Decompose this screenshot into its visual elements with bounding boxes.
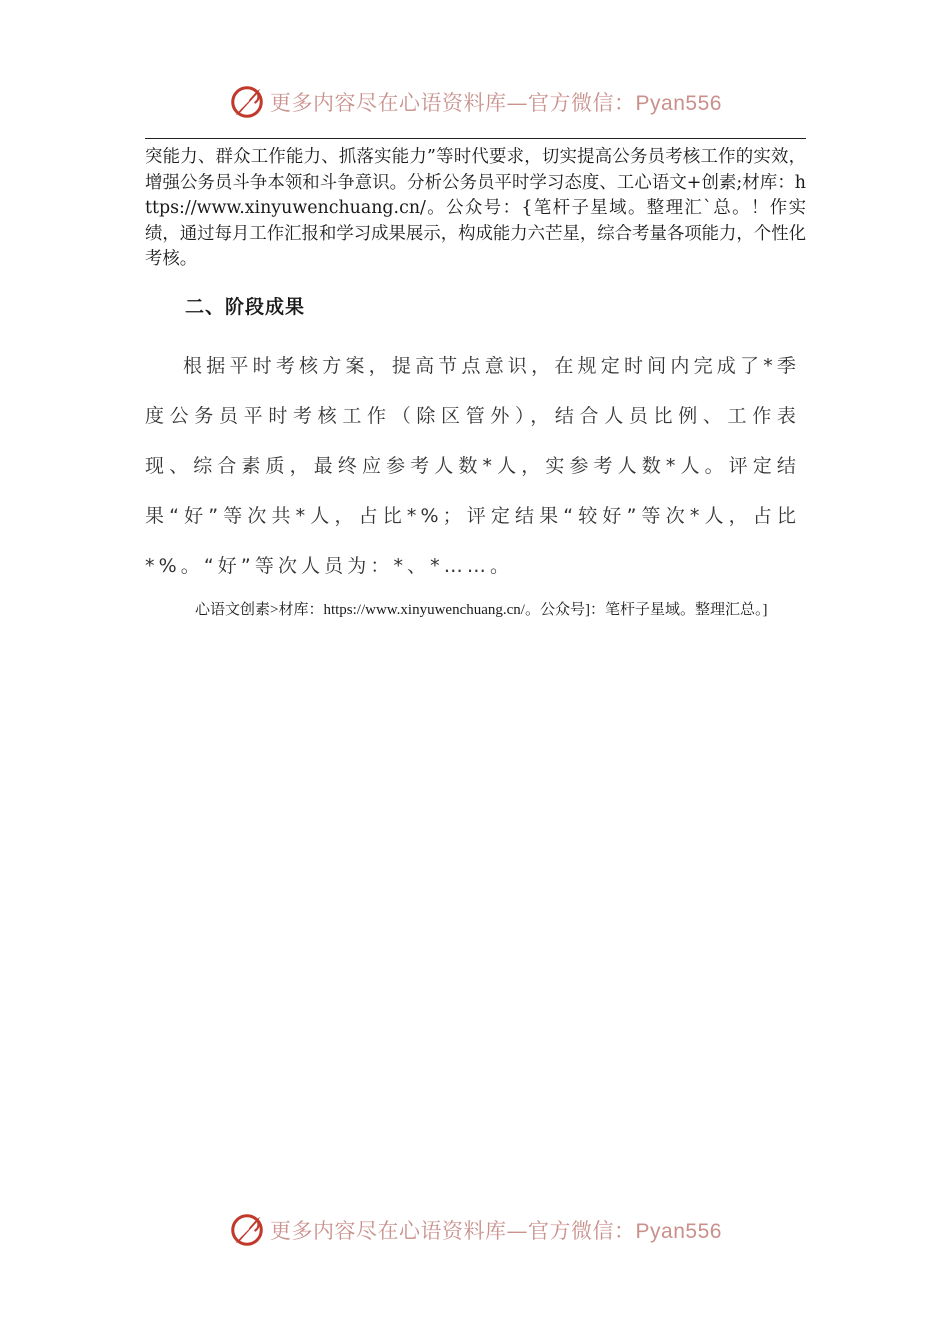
footer-banner: [0, 1210, 950, 1250]
footer-banner-text: 更多内容尽在心语资料库—官方微信：Pyan556: [270, 1219, 722, 1243]
footer-wechat-id: Pyan556: [635, 1220, 722, 1243]
body-paragraph-3: 心语文创素>材库：https://www.xinyuwenchuang.cn/。公众号]：笔杆子星域。整理汇总。]: [195, 602, 768, 618]
section-heading: 二、阶段成果: [185, 296, 306, 318]
quill-logo-icon: [228, 1211, 266, 1249]
header-banner-text: 更多内容尽在心语资料库—官方微信：Pyan556: [270, 91, 722, 115]
header-divider: [145, 138, 806, 139]
header-wechat-id: Pyan556: [635, 92, 722, 115]
body-paragraph-1: 突能力、群众工作能力、抓落实能力”等时代要求，切实提高公务员考核工作的实效，增强公务员斗争本领和斗争意识。分析公务员平时学习态度、工心语文+创素;材库：https://www.xinyuwenchuang.cn/。公众号：{笔杆子星域。整理汇`总。！作实绩，通过每月工作汇报和学习成果展示，构成能力六芒星，综合考量各项能力，个性化考核。: [145, 147, 806, 270]
header-banner: [0, 82, 950, 122]
body-paragraph-2: 根据平时考核方案，提高节点意识，在规定时间内完成了*季度公务员平时考核工作（除区管外），结合人员比例、工作表现、综合素质，最终应参考人数*人，实参考人数*人。评定结果“好”等次共*人，占比*%；评定结果“较好”等次*人，占比*%。“好”等次人员为：*、*……。: [145, 355, 800, 577]
quill-logo-icon: [228, 83, 266, 121]
